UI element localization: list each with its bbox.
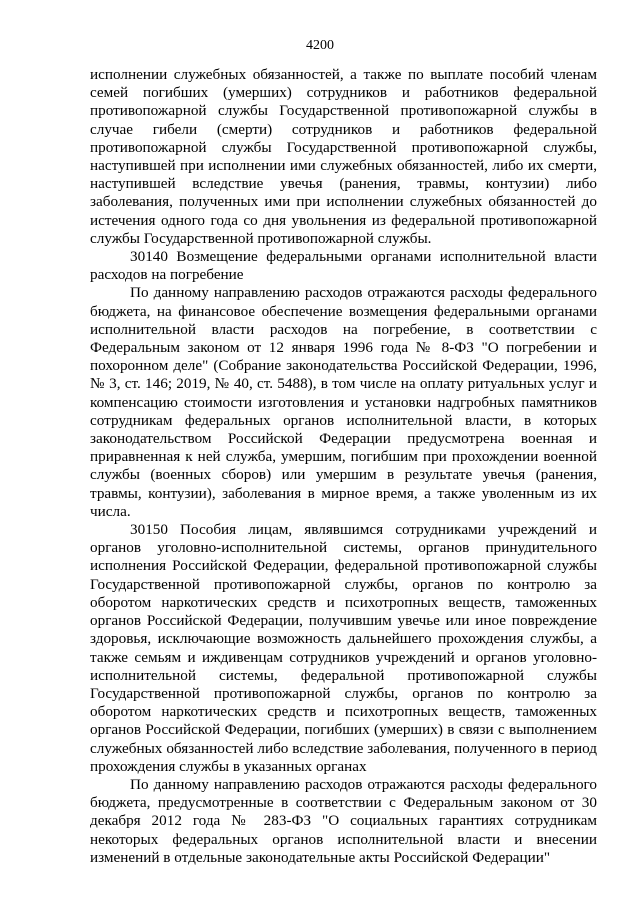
page-number: 4200 <box>306 38 334 53</box>
document-body <box>90 66 597 867</box>
paragraph-continuation: исполнении служебных обязанностей, а также по выплате пособий членам семей погибших (умерших) сотрудников и работников федеральной противопожарной службы Государственной противопожарной службы в случае гибели (смерти) сотрудников и работников федеральной противопожарной службы Государственной противопожарной службы, наступившей при исполнении ими служебных обязанностей, либо их смерти, наступившей вследствие увечья (ранения, травмы, контузии) либо заболевания, полученных ими при исполнении служебных обязанностей до истечения одного года со дня увольнения из федеральной противопожарной службы Государственной противопожарной службы. <box>90 66 597 247</box>
paragraph-30150-description: По данному направлению расходов отражаются расходы федерального бюджета, предусмотренные в соответствии с Федеральным законом от 30 декабря 2012 года № 283-ФЗ "О социальных гарантиях сотрудникам некоторых федеральных органов исполнительной власти и внесении изменений в отдельные законодательные акты Российской Федерации" <box>90 775 597 866</box>
section-heading-30140: 30140 Возмещение федеральными органами исполнительной власти расходов на погребение <box>90 248 597 284</box>
paragraph-30140-description: По данному направлению расходов отражаются расходы федерального бюджета, на финансовое обеспечение возмещения федеральными органами исполнительной власти расходов на погребение, в соответствии с Федеральным законом от 12 января 1996 года № 8-ФЗ "О погребении и похоронном деле" (Собрание законодательства Российской Федерации, 1996, № 3, ст. 146; 2019, № 40, ст. 5488), в том числе на оплату ритуальных услуг и компенсацию стоимости изготовления и установки надгробных памятников сотрудникам федеральных органов исполнительной власти, в которых законодательством Российской Федерации предусмотрена военная и приравненная к ней служба, умершим, погибшим при прохождении военной службы (военных сборов) или умершим в результате увечья (ранения, травмы, контузии), заболевания в мирное время, а также уволенным из их числа. <box>90 284 597 520</box>
section-heading-30150: 30150 Пособия лицам, являвшимся сотрудниками учреждений и органов уголовно-исполнительной системы, органов принудительного исполнения Российской Федерации, федеральной противопожарной службы Государственной противопожарной службы, органов по контролю за оборотом наркотических средств и психотропных веществ, таможенных органов Российской Федерации, получившим увечье или иное повреждение здоровья, исключающие возможность дальнейшего прохождения службы, а также семьям и иждивенцам сотрудников учреждений и органов уголовно-исполнительной системы, федеральной противопожарной службы Государственной противопожарной службы, органов по контролю за оборотом наркотических средств и психотропных веществ, таможенных органов Российской Федерации, погибших (умерших) в связи с выполнением служебных обязанностей либо вследствие заболевания, полученного в период прохождения службы в указанных органах <box>90 521 597 775</box>
